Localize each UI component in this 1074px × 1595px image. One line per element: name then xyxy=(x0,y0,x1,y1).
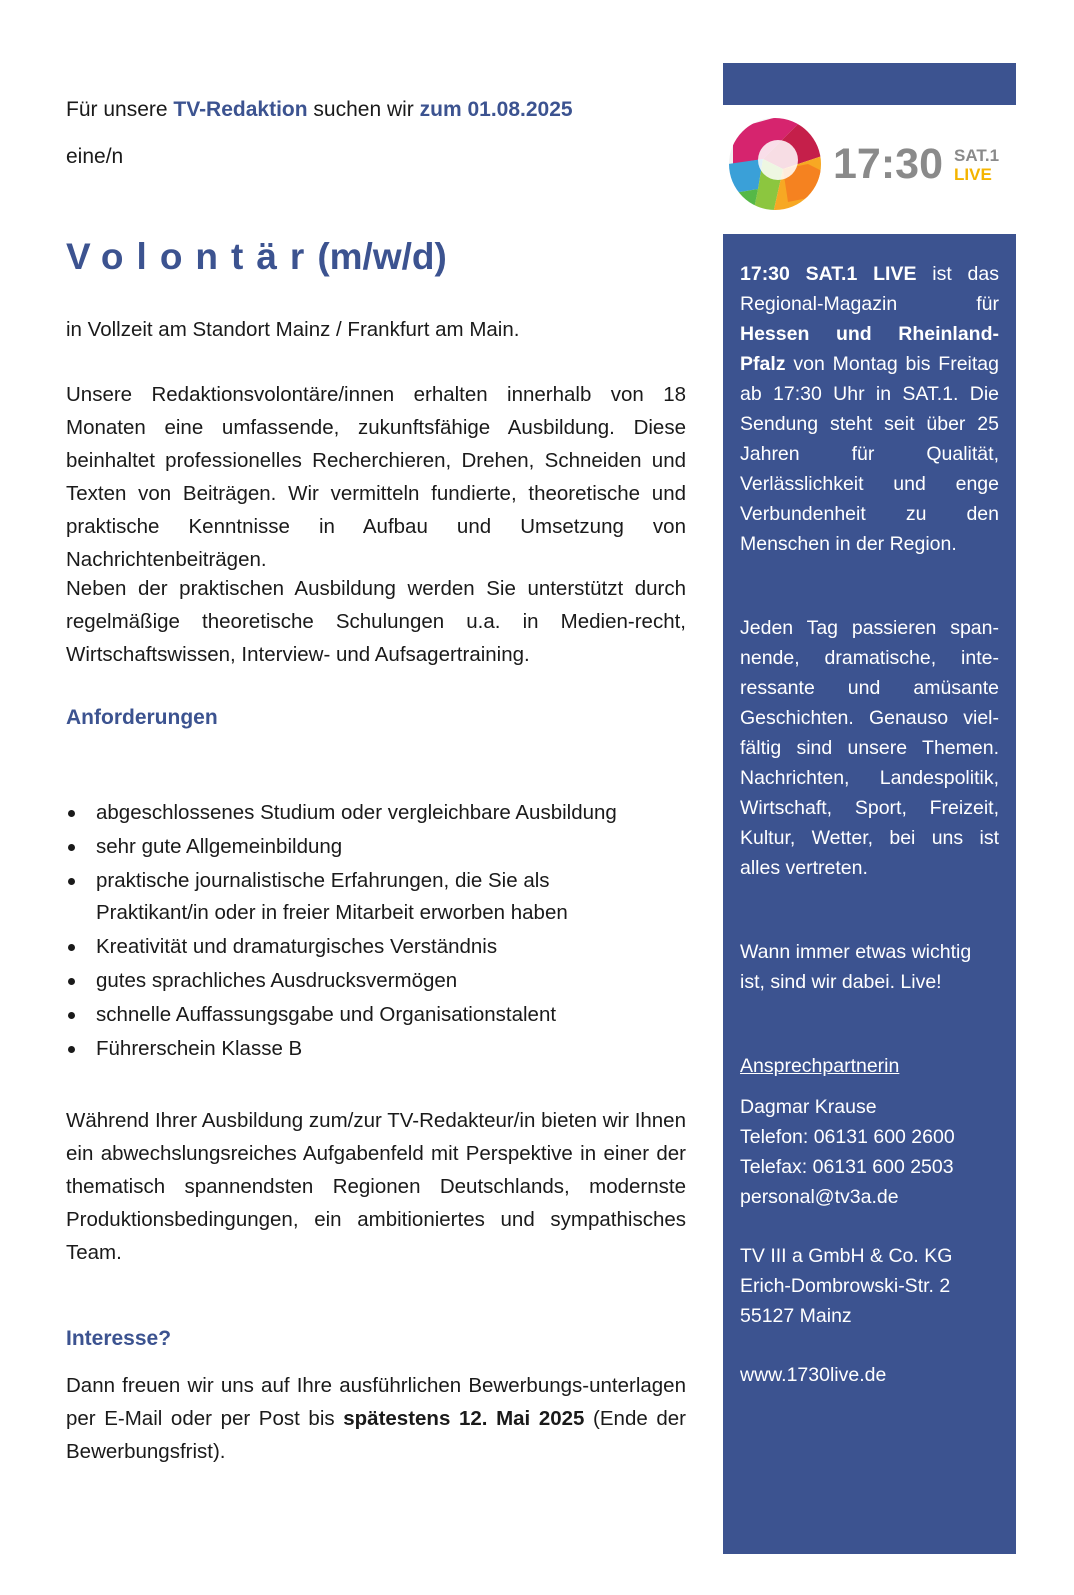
bullet-icon xyxy=(68,844,75,851)
region-names: Hessen und Rheinland-Pfalz xyxy=(740,323,999,375)
intro-line-2: eine/n xyxy=(66,145,124,168)
list-item xyxy=(66,797,706,829)
logo-brand: SAT.1 xyxy=(954,146,1000,165)
contact-phone[interactable]: Telefon: 06131 600 2600 xyxy=(740,1126,955,1148)
intro-department: TV-Redaktion xyxy=(173,98,308,121)
about-text: ist das Regional-Magazin für xyxy=(740,263,999,315)
contact-name: Dagmar Krause xyxy=(740,1096,877,1118)
sidebar-top-bar xyxy=(723,63,1016,105)
show-name: 17:30 SAT.1 LIVE xyxy=(740,263,917,285)
bullet-icon xyxy=(68,810,75,817)
bullet-icon xyxy=(68,878,75,885)
list-item-text: praktische journalistische Erfahrungen, die Sie als Praktikant/in oder in freier Mitarbeit erworben haben xyxy=(96,869,568,924)
list-item-text: Kreativität und dramaturgisches Verständnis xyxy=(96,935,498,958)
sidebar-daily: Jeden Tag passieren span-nende, dramatische, inte-ressante und amüsante Geschichten. Genauso viel-fältig sind unsere Themen. Nachrichten, Landespolitik, Wirtschaft, Sport, Freizeit, Kultur, Wetter, bei uns ist alles vertreten. xyxy=(740,617,999,879)
list-item xyxy=(66,1033,706,1065)
contact-heading: Ansprechpartnerin xyxy=(740,1055,900,1077)
company-street: Erich-Dombrowski-Str. 2 xyxy=(740,1275,951,1297)
list-item xyxy=(66,865,656,929)
website-link[interactable]: www.1730live.de xyxy=(740,1364,887,1386)
list-item-text: gutes sprachliches Ausdrucksvermögen xyxy=(96,969,458,992)
requirements-list xyxy=(66,797,706,1067)
bullet-icon xyxy=(68,1012,75,1019)
list-item xyxy=(66,931,706,963)
spacer xyxy=(740,1081,999,1092)
list-item xyxy=(66,965,706,997)
list-item xyxy=(66,999,706,1031)
sidebar-about xyxy=(740,259,999,559)
sat1-logo xyxy=(728,114,1016,220)
job-title xyxy=(66,236,447,278)
company-name: TV III a GmbH & Co. KG xyxy=(740,1245,953,1267)
interest-text-end: (Ende der Bewerbungsfrist). xyxy=(66,1407,686,1463)
spacer xyxy=(740,1331,999,1360)
contact-email[interactable]: personal@tv3a.de xyxy=(740,1186,899,1208)
bullet-icon xyxy=(68,978,75,985)
spacer xyxy=(740,559,999,613)
interest-paragraph xyxy=(66,1369,686,1468)
description-paragraph-2: Neben der praktischen Ausbildung werden Sie unterstützt durch regelmäßige theoretische Schulungen u.a. in Medien-recht, Wirtschaftswissen, Interview- und Aufsagertraining. xyxy=(66,577,686,666)
list-item xyxy=(66,831,706,863)
intro-mid: suchen wir xyxy=(307,98,420,121)
sidebar-panel xyxy=(723,234,1016,1554)
intro-pre: Für unsere xyxy=(66,98,174,121)
location-text: in Vollzeit am Standort Mainz / Frankfurt am Main. xyxy=(66,318,520,341)
list-item-text: sehr gute Allgemeinbildung xyxy=(96,835,343,858)
about-text-end: von Montag bis Freitag ab 17:30 Uhr in SAT.1. Die Sendung steht seit über 25 Jahren für Qualität, Verlässlichkeit und enge Verbundenheit zu den Menschen in der Region. xyxy=(740,353,999,555)
list-item-text: schnelle Auffassungsgabe und Organisationstalent xyxy=(96,1003,557,1026)
application-deadline: spätestens 12. Mai 2025 xyxy=(343,1407,585,1430)
job-title-main: Volontär xyxy=(66,236,318,277)
interest-heading: Interesse? xyxy=(66,1327,172,1350)
list-item-text: abgeschlossenes Studium oder vergleichbare Ausbildung xyxy=(96,801,617,824)
list-item-text: Führerschein Klasse B xyxy=(96,1037,303,1060)
interest-text: Dann freuen wir uns auf Ihre ausführlichen Bewerbungs-unterlagen per E-Mail oder per Post bis xyxy=(66,1374,686,1430)
spacer xyxy=(740,883,999,937)
spacer xyxy=(740,997,999,1051)
company-city: 55127 Mainz xyxy=(740,1305,852,1327)
bullet-icon xyxy=(68,944,75,951)
job-title-suffix: (m/w/d) xyxy=(317,236,447,277)
sidebar-live: Wann immer etwas wichtig ist, sind wir dabei. Live! xyxy=(740,941,972,993)
intro-start-date: zum 01.08.2025 xyxy=(419,98,573,121)
description-paragraph-1: Unsere Redaktionsvolontäre/innen erhalten innerhalb von 18 Monaten eine umfassende, zukunftsfähige Ausbildung. Diese beinhaltet professionelles Recherchieren, Drehen, Schneiden und Texten von Beiträgen. Wir vermitteln fundierte, theoretische und praktische Kenntnisse in Aufbau und Umsetzung von Nachrichtenbeiträgen. xyxy=(66,383,686,571)
contact-fax: Telefax: 06131 600 2503 xyxy=(740,1156,954,1178)
logo-live: LIVE xyxy=(954,165,992,184)
requirements-heading: Anforderungen xyxy=(66,706,218,729)
logo-time: 17:30 xyxy=(833,140,943,188)
spacer xyxy=(740,1212,999,1241)
bullet-icon xyxy=(68,1046,75,1053)
offer-paragraph: Während Ihrer Ausbildung zum/zur TV-Redakteur/in bieten wir Ihnen ein abwechslungsreiches Aufgabenfeld mit Perspektive in einer der thematisch spannendsten Regionen Deutschlands, modernste Produktionsbedingungen, ein ambitioniertes und sympathisches Team. xyxy=(66,1109,686,1264)
intro-line xyxy=(66,95,573,125)
